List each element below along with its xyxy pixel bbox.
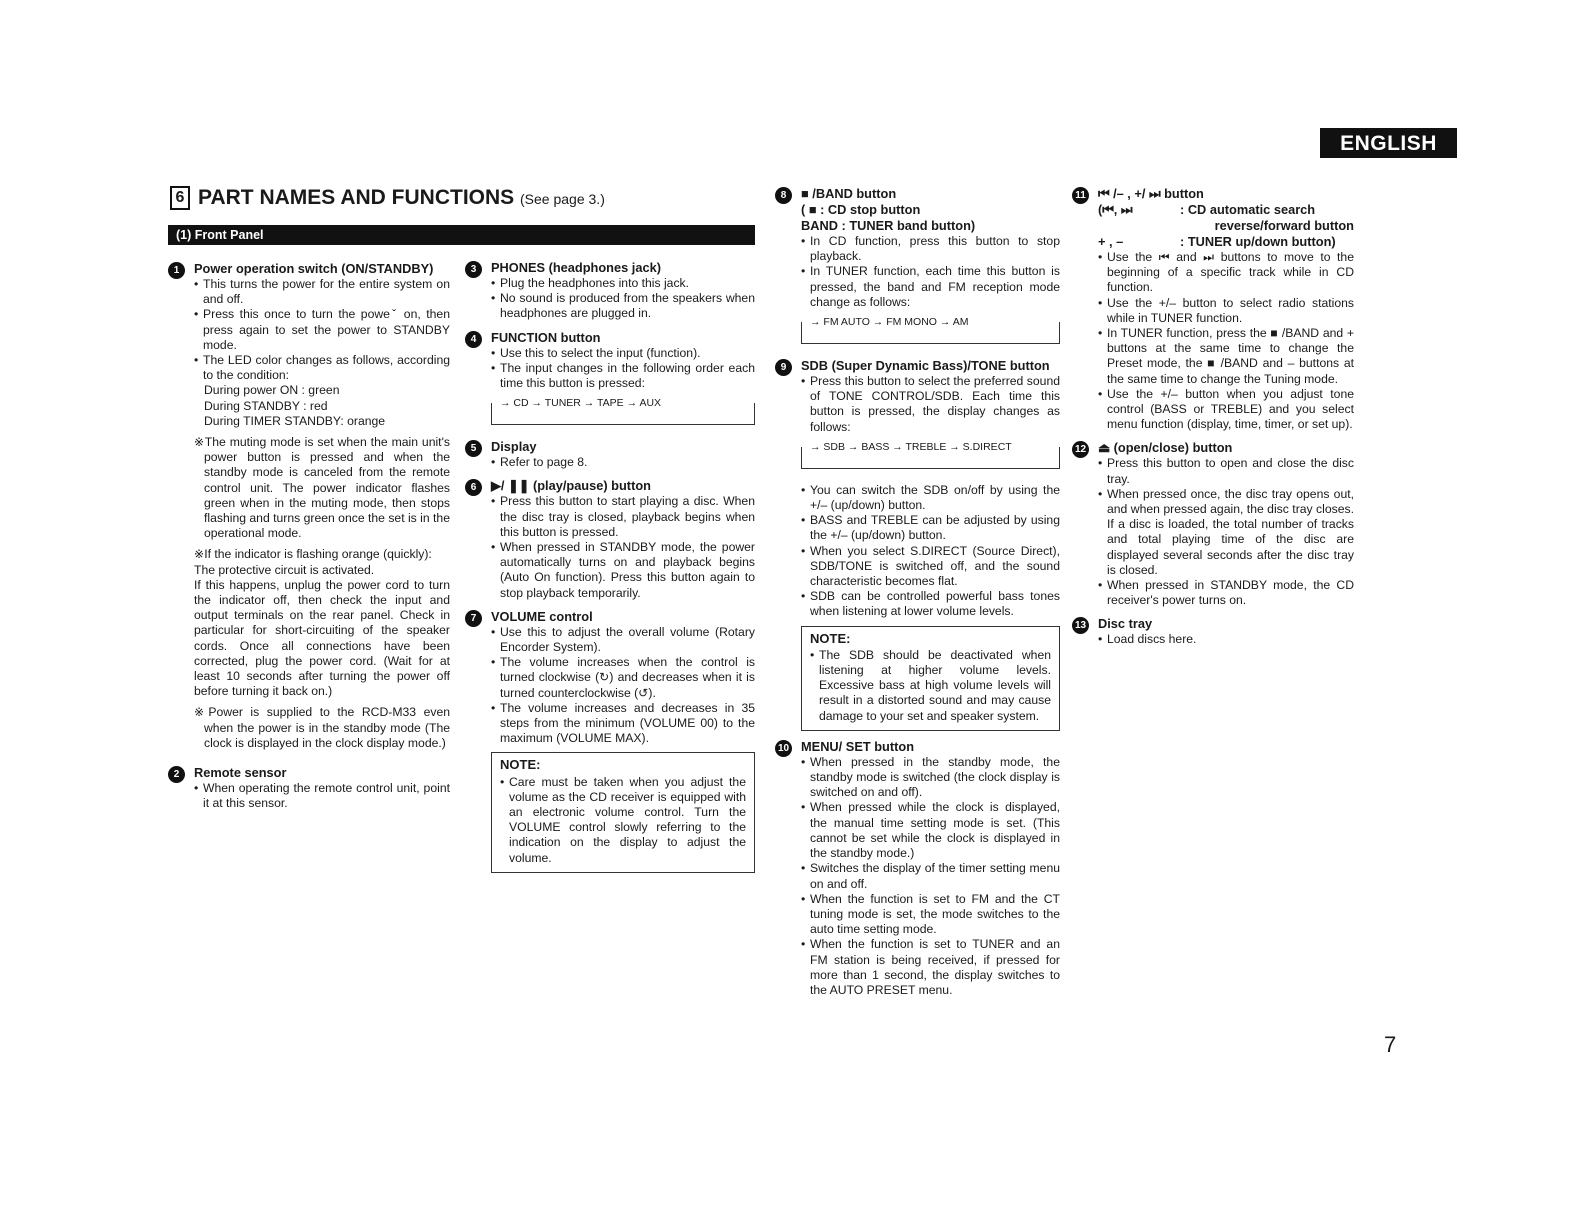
bullet: • When pressed once, the disc tray opens out, and when pressed again, the disc tray closes. If a disc is loaded, the total number of tracks and total playing time of the disc are displayed several seconds after the disc tray is closed.	[1098, 487, 1354, 578]
bullet: • The input changes in the following order each time this button is pressed:	[491, 361, 755, 391]
remark: ※Power is supplied to the RCD-M33 even when the power is in the standby mode (The clock is displayed in the clock display mode.)	[194, 705, 450, 750]
number-badge: 3	[465, 261, 482, 278]
item-volume	[465, 609, 755, 873]
bullet: • When you select S.DIRECT (Source Direct), SDB/TONE is switched off, and the sound characteristic becomes flat.	[801, 544, 1060, 590]
item-title: SDB (Super Dynamic Bass)/TONE button	[801, 358, 1050, 374]
key-row	[1098, 234, 1354, 250]
item-disc-tray	[1072, 616, 1354, 647]
section-heading: PART NAMES AND FUNCTIONS	[198, 186, 515, 209]
key-value: : TUNER up/down button)	[1180, 234, 1336, 249]
bullet: • When the function is set to FM and the CT tuning mode is set, the mode switches to the auto time setting mode.	[801, 892, 1060, 938]
item-phones	[465, 260, 755, 322]
bullet: • SDB can be controlled powerful bass tones when listening at lower volume levels.	[801, 589, 1060, 619]
section-see-page: (See page 3.)	[520, 191, 605, 207]
item-title: Remote sensor	[194, 765, 287, 781]
bullet: • Press this once to turn the poweˇ on, then press again to set the power to STANDBY mode.	[194, 307, 450, 353]
item-skip-tuning	[1072, 186, 1354, 432]
number-badge: 8	[775, 187, 792, 204]
bullet: • In TUNER function, press the ■ /BAND and + buttons at the same time to change the Preset mode, the ■ /BAND and – buttons at the same time to change the Tuning mode.	[1098, 326, 1354, 387]
number-badge: 9	[775, 359, 792, 376]
item-title: Disc tray	[1098, 616, 1153, 632]
key-value: : CD automatic search	[1180, 202, 1316, 217]
item-menu-set	[775, 739, 1060, 998]
number-badge: 13	[1072, 617, 1089, 634]
remark: ※If the indicator is flashing orange (quickly):	[194, 547, 432, 562]
item-title: Power operation switch (ON/STANDBY)	[194, 261, 434, 276]
column-2	[465, 260, 755, 881]
volume-note-box	[491, 752, 755, 872]
bullet: • Use the ⏮ and ⏭ buttons to move to the beginning of a specific track while in CD function.	[1098, 250, 1354, 296]
number-badge: 2	[168, 766, 185, 783]
bullet: • In TUNER function, each time this button is pressed, the band and FM reception mode change as follows:	[801, 264, 1060, 310]
bullet: • When operating the remote control unit, point it at this sensor.	[194, 781, 450, 811]
item-display	[465, 439, 755, 470]
item-title: MENU/ SET button	[801, 738, 915, 754]
column-1	[168, 261, 450, 820]
bullet: • When pressed in STANDBY mode, the CD receiver's power turns on.	[1098, 578, 1354, 608]
bullet: • Use the +/– button when you adjust tone control (BASS or TREBLE) and you select menu function (display, time, timer, or set up).	[1098, 387, 1354, 433]
bullet: • BASS and TREBLE can be adjusted by using the +/– (up/down) button.	[801, 513, 1060, 543]
front-panel-bar: (1) Front Panel	[168, 225, 755, 245]
note-text: • The SDB should be deactivated when listening at higher volume levels. Excessive bass at high volume levels will result in a distorted sound and may cause damage to your set and speaker system.	[810, 648, 1051, 724]
remark: ※The muting mode is set when the main unit's power button is pressed and when the standby mode is canceled from the remote control unit. The power indicator flashes green when in the muting mode, then stops flashing and turns green once the set is in the operational mode.	[194, 435, 450, 541]
remark-text: The protective circuit is activated.	[194, 562, 375, 577]
item-stop-band	[775, 186, 1060, 344]
bullet: • Refer to page 8.	[491, 455, 755, 470]
item-play-pause	[465, 478, 755, 600]
bullet: • When pressed while the clock is displayed, the manual time setting mode is set. (This cannot be set while the clock is displayed in the standby mode.)	[801, 800, 1060, 861]
bullet: • Press this button to start playing a disc. When the disc tray is closed, playback begins when this button is pressed.	[491, 494, 755, 540]
bullet: • Plug the headphones into this jack.	[491, 276, 755, 291]
flow-text: → FM AUTO → FM MONO → AM	[807, 315, 971, 330]
number-badge: 4	[465, 331, 482, 348]
item-title: ■ /BAND button	[801, 186, 897, 201]
key-label: + , –	[1098, 234, 1124, 249]
bullet: • Press this button to open and close the disc tray.	[1098, 456, 1354, 486]
item-subtitle: ( ■ : CD stop button	[801, 202, 921, 217]
section-number: 6	[170, 186, 190, 210]
band-flow-diagram	[801, 316, 1060, 344]
number-badge: 11	[1072, 187, 1089, 204]
bullet: • This turns the power for the entire system on and off.	[194, 277, 450, 307]
flow-text: → CD → TUNER → TAPE → AUX	[497, 396, 664, 411]
language-badge: ENGLISH	[1320, 128, 1457, 158]
column-4	[1072, 186, 1354, 656]
section-title	[170, 186, 605, 210]
flow-text: → SDB → BASS → TREBLE → S.DIRECT	[807, 440, 1015, 455]
condition-line: During TIMER STANDBY: orange	[204, 413, 386, 428]
item-sdb-tone	[775, 358, 1060, 731]
number-badge: 6	[465, 479, 482, 496]
bullet: • When pressed in STANDBY mode, the power automatically turns on and playback begins (Auto On function). Press this button again to stop playback temporarily.	[491, 540, 755, 601]
item-title: Display	[491, 439, 537, 455]
function-flow-diagram	[491, 397, 755, 425]
condition-line: During STANDBY : red	[204, 398, 328, 413]
number-badge: 7	[465, 610, 482, 627]
note-title: NOTE:	[500, 757, 541, 773]
bullet: • The volume increases when the control is turned clockwise (↻) and decreases when it is turned counterclockwise (↺).	[491, 655, 755, 701]
item-title: ▶/ ❚❚ (play/pause) button	[491, 478, 651, 494]
item-subtitle: BAND : TUNER band button)	[801, 218, 976, 233]
bullet: • Load discs here.	[1098, 632, 1354, 647]
number-badge: 1	[168, 262, 185, 279]
item-open-close	[1072, 440, 1354, 608]
bullet: • Use this to adjust the overall volume (Rotary Encorder System).	[491, 625, 755, 655]
bullet: • The volume increases and decreases in 35 steps from the minimum (VOLUME 00) to the maximum (VOLUME MAX).	[491, 701, 755, 747]
item-title: FUNCTION button	[491, 329, 601, 345]
item-title: VOLUME control	[491, 608, 593, 624]
bullet: • Use the +/– button to select radio stations while in TUNER function.	[1098, 296, 1354, 326]
bullet: • When the function is set to TUNER and an FM station is being received, if pressed for more than 1 second, the display switches to the AUTO PRESET menu.	[801, 937, 1060, 998]
column-3	[775, 186, 1060, 1006]
bullet: • You can switch the SDB on/off by using the +/– (up/down) button.	[801, 483, 1060, 513]
item-remote-sensor	[168, 765, 450, 811]
bullet: • When pressed in the standby mode, the standby mode is switched (the clock display is switched on and off).	[801, 755, 1060, 801]
key-row	[1098, 202, 1354, 218]
condition-line: During power ON : green	[204, 383, 340, 398]
key-label: (⏮, ⏭	[1098, 202, 1133, 217]
number-badge: 12	[1072, 441, 1089, 458]
bullet: • No sound is produced from the speakers when headphones are plugged in.	[491, 291, 755, 321]
bullet: • Switches the display of the timer setting menu on and off.	[801, 861, 1060, 891]
item-function-button	[465, 330, 755, 426]
bullet: • In CD function, press this button to stop playback.	[801, 234, 1060, 264]
item-title: ⏏ (open/close) button	[1098, 440, 1233, 456]
note-text: • Care must be taken when you adjust the volume as the CD receiver is equipped with an electronic volume control. Turn the VOLUME control slowly referring to the indication on the display to adjust the volume.	[500, 775, 746, 866]
bullet: • The LED color changes as follows, according to the condition:	[194, 353, 450, 383]
remark-text: If this happens, unplug the power cord to turn the indicator off, then check the input and output terminals on the rear panel. Check in particular for short-circuiting of the speaker cords. Once all connections have been corrected, plug the power cord. (Wait for at least 10 seconds after turning the power off before turning it back on.)	[194, 577, 450, 699]
number-badge: 10	[775, 740, 792, 757]
item-title: PHONES (headphones jack)	[491, 260, 661, 275]
key-value: reverse/forward button	[1214, 218, 1354, 233]
note-title: NOTE:	[810, 630, 851, 646]
bullet: • Use this to select the input (function).	[491, 346, 755, 361]
item-title: ⏮ /– , +/ ⏭ button	[1098, 186, 1204, 201]
tone-flow-diagram	[801, 440, 1060, 469]
page-number: 7	[1384, 1032, 1397, 1057]
number-badge: 5	[465, 440, 482, 457]
bullet: • Press this button to select the preferred sound of TONE CONTROL/SDB. Each time this button is pressed, the display changes as follows:	[801, 374, 1060, 435]
item-power-switch	[168, 261, 450, 751]
sdb-note-box	[801, 626, 1060, 731]
